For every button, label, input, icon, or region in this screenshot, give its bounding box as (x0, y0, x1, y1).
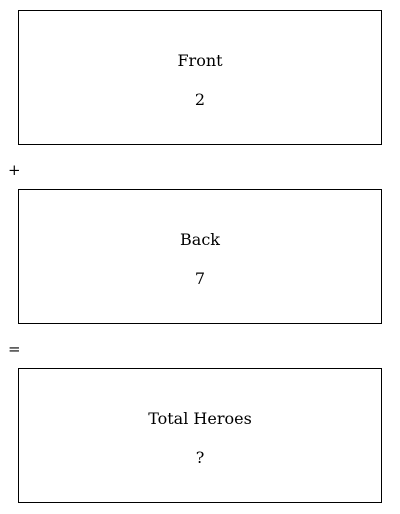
front-value: 2 (194, 90, 206, 109)
total-box (18, 368, 382, 503)
back-value: 7 (194, 269, 206, 288)
total-value: ? (195, 448, 205, 467)
front-label: Front (177, 51, 223, 70)
plus-operator: + (8, 161, 21, 179)
equals-operator: = (8, 340, 21, 358)
back-label: Back (180, 230, 220, 249)
front-box (18, 10, 382, 145)
total-label: Total Heroes (148, 409, 252, 428)
back-box (18, 189, 382, 324)
